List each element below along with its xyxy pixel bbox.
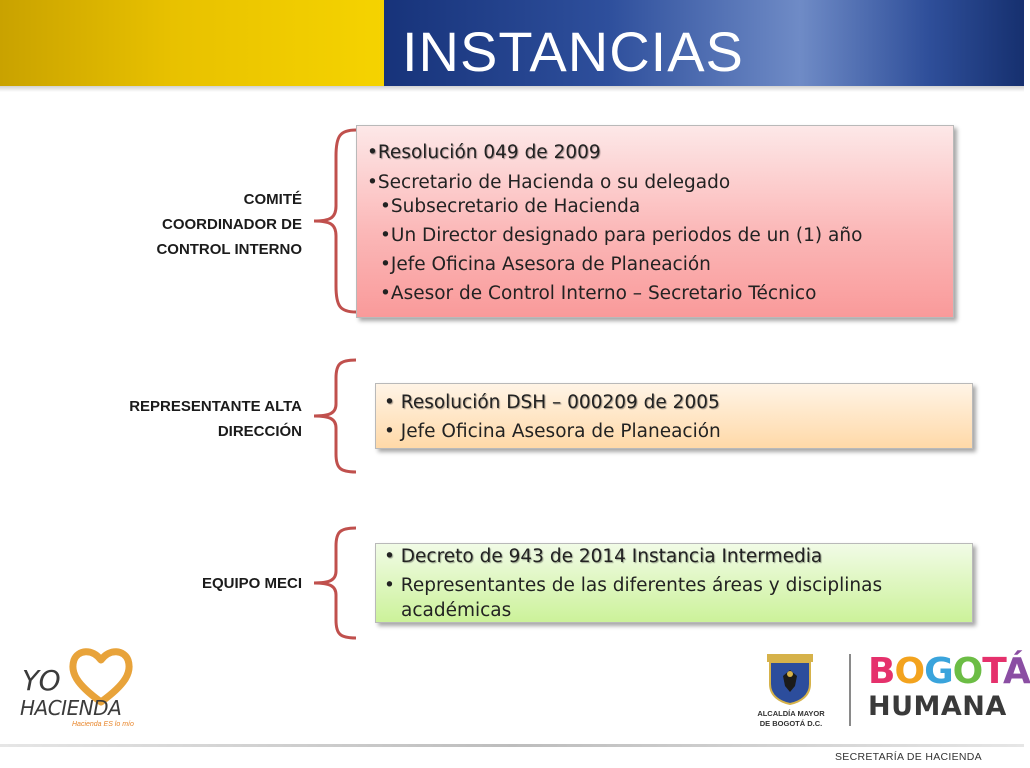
section-label-equipo-meci	[202, 571, 302, 596]
label-line: REPRESENTANTE ALTA	[129, 398, 302, 415]
yo-hacienda-logo	[18, 648, 138, 730]
logo-yo-text: YO	[22, 664, 61, 697]
info-box-representante	[375, 383, 973, 449]
label-line: DIRECCIÓN	[217, 423, 302, 440]
alcaldia-label	[752, 709, 830, 729]
alcaldia-line: DE BOGOTÁ D.C.	[759, 719, 823, 728]
footer-divider	[0, 744, 1024, 747]
page-title: INSTANCIAS	[402, 20, 744, 83]
humana-logo-text: HUMANA	[868, 691, 1007, 722]
brace-icon	[310, 358, 358, 474]
label-line: EQUIPO MECI	[201, 575, 302, 592]
box-line: •Resolución 049 de 2009	[367, 142, 601, 163]
box-line: • Decreto de 943 de 2014 Instancia Intermedia	[384, 546, 823, 567]
label-line: COORDINADOR DE	[161, 216, 302, 233]
section-label-comite	[156, 187, 302, 262]
brace-icon	[310, 128, 358, 314]
brace-icon	[310, 526, 358, 640]
box-line: •Subsecretario de Hacienda	[380, 196, 641, 217]
box-line: •Jefe Oficina Asesora de Planeación	[380, 254, 711, 275]
label-line: CONTROL INTERNO	[156, 241, 302, 258]
info-box-comite	[356, 125, 954, 318]
alcaldia-line: ALCALDÍA MAYOR	[757, 709, 825, 718]
box-line: • Resolución DSH – 000209 de 2005	[384, 392, 720, 413]
header-shadow	[0, 86, 1024, 92]
box-line: académicas	[401, 600, 512, 621]
box-line: •Asesor de Control Interno – Secretario Técnico	[380, 283, 817, 304]
bogota-crest-icon	[767, 654, 813, 704]
box-line: • Representantes de las diferentes áreas y disciplinas	[384, 575, 883, 596]
box-line: •Un Director designado para periodos de un (1) año	[380, 225, 863, 246]
bogota-logo-text: BOGOTÁ	[868, 651, 1030, 692]
label-line: COMITÉ	[243, 191, 302, 208]
box-line: • Jefe Oficina Asesora de Planeación	[384, 421, 721, 442]
logo-tagline: Hacienda ES lo mío	[72, 721, 134, 728]
logo-divider	[849, 654, 851, 726]
header-gold-band	[0, 0, 384, 86]
info-box-equipo-meci	[375, 543, 973, 623]
logo-hacienda-text: HACIENDA	[20, 696, 122, 720]
section-label-representante	[129, 394, 302, 444]
footer-text: SECRETARÍA DE HACIENDA	[834, 751, 982, 763]
box-line: •Secretario de Hacienda o su delegado	[367, 172, 731, 193]
